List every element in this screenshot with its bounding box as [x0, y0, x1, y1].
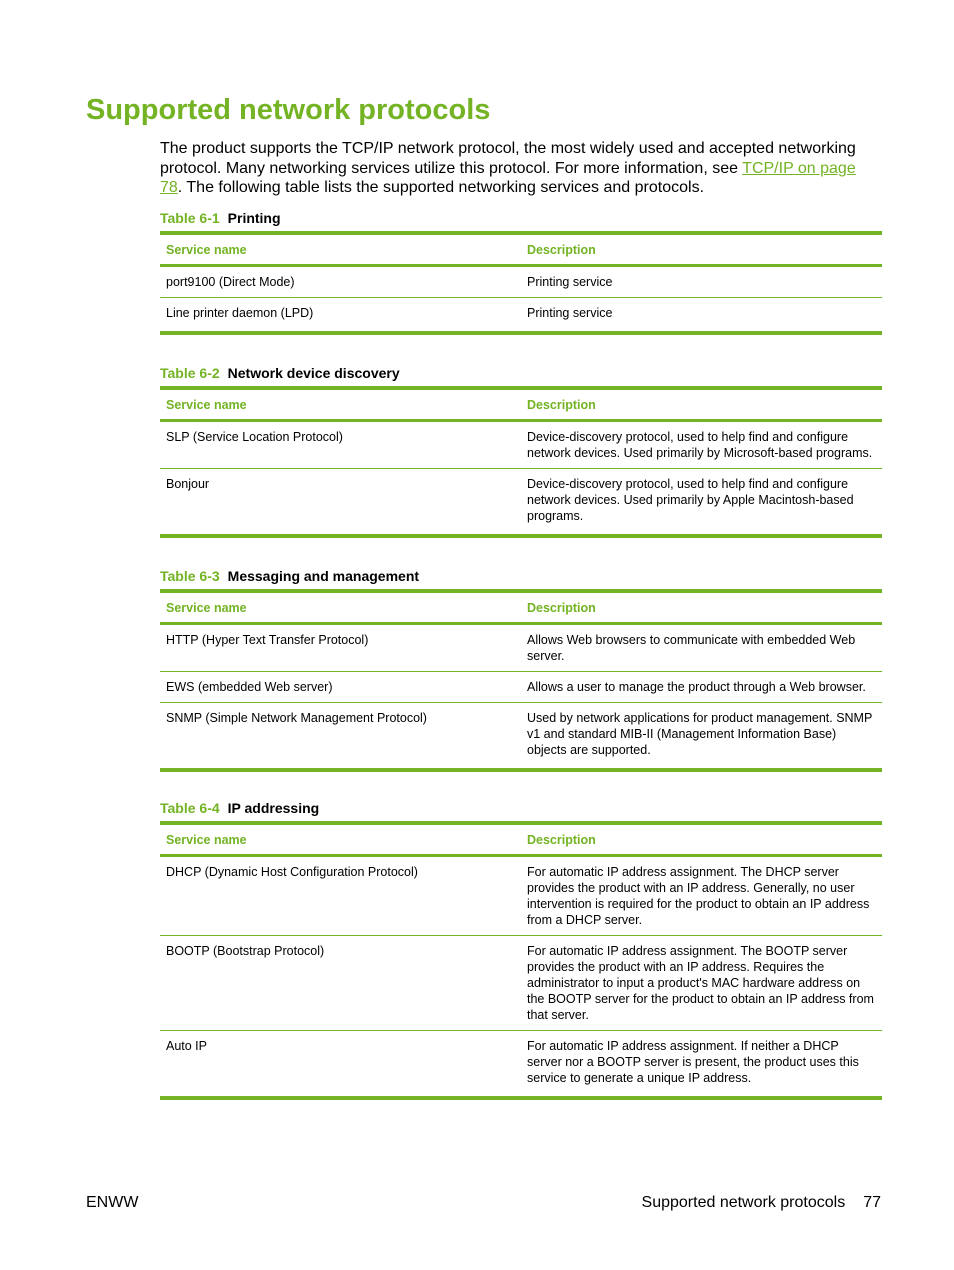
description-cell: Allows Web browsers to communicate with embedded Web server.: [527, 633, 856, 663]
column-header-service-name: Service name: [160, 591, 521, 624]
table-row: [160, 1031, 882, 1099]
table-row: [160, 624, 882, 672]
intro-text-after: . The following table lists the supported networking services and protocols.: [177, 179, 705, 196]
column-header-service-name: Service name: [160, 233, 521, 266]
description-cell: Printing service: [521, 298, 882, 334]
data-table: [160, 231, 882, 335]
column-header-description: Description: [521, 591, 882, 624]
table-printing: [160, 211, 882, 335]
description-cell: For automatic IP address assignment. If neither a DHCP server nor a BOOTP server is present, the product uses this service to generate a unique IP address.: [521, 1031, 882, 1099]
table-row: [160, 672, 882, 703]
column-header-service-name: Service name: [160, 823, 521, 856]
table-row: [160, 936, 882, 1031]
table-ip-addressing: [160, 801, 882, 1100]
service-name-cell: Bonjour: [160, 469, 521, 537]
service-name-cell: port9100 (Direct Mode): [166, 275, 295, 289]
table-title: Messaging and management: [227, 568, 420, 584]
description-cell: Allows a user to manage the product through a Web browser.: [521, 672, 882, 703]
page-number: 77: [863, 1194, 881, 1211]
table-header-row: [160, 388, 882, 421]
intro-paragraph: [160, 139, 880, 198]
table-number: Table 6-2: [160, 365, 220, 381]
table-header-row: [160, 823, 882, 856]
table-row: [160, 266, 882, 298]
service-name-cell: SLP (Service Location Protocol): [166, 430, 343, 444]
service-name-cell: Auto IP: [160, 1031, 521, 1099]
description-cell: Printing service: [527, 275, 613, 289]
table-title: Network device discovery: [227, 365, 400, 381]
service-name-cell: EWS (embedded Web server): [160, 672, 521, 703]
table-number: Table 6-3: [160, 568, 220, 584]
column-header-description: Description: [521, 388, 882, 421]
table-caption: [160, 801, 882, 816]
table-row: [160, 421, 882, 469]
table-row: [160, 298, 882, 334]
table-title: IP addressing: [227, 800, 320, 816]
description-cell: For automatic IP address assignment. The DHCP server provides the product with an IP address. Generally, no user intervention is required for the product to obtain an IP address from a DHCP server.: [527, 865, 870, 927]
column-header-service-name: Service name: [160, 388, 521, 421]
footer-section: [642, 1193, 881, 1213]
table-network-device-discovery: [160, 366, 882, 538]
table-header-row: [160, 233, 882, 266]
tcpip-page-link[interactable]: TCP/IP on page 78: [160, 159, 856, 196]
table-number: Table 6-4: [160, 800, 220, 816]
data-table: [160, 589, 882, 772]
data-table: [160, 821, 882, 1100]
table-title: Printing: [227, 210, 281, 226]
table-messaging-and-management: [160, 569, 882, 772]
service-name-cell: Line printer daemon (LPD): [160, 298, 521, 334]
column-header-description: Description: [521, 823, 882, 856]
description-cell: Device-discovery protocol, used to help find and configure network devices. Used primarily by Microsoft-based programs.: [527, 430, 873, 460]
description-cell: For automatic IP address assignment. The BOOTP server provides the product with an IP address. Requires the administrator to input a product's MAC hardware address on the BOOTP server for the product to obtain an IP address from that server.: [521, 936, 882, 1031]
service-name-cell: BOOTP (Bootstrap Protocol): [160, 936, 521, 1031]
table-number: Table 6-1: [160, 210, 220, 226]
data-table: [160, 386, 882, 538]
table-row: [160, 469, 882, 537]
description-cell: Used by network applications for product management. SNMP v1 and standard MIB-II (Management Information Base) objects are supported.: [521, 703, 882, 771]
service-name-cell: SNMP (Simple Network Management Protocol): [160, 703, 521, 771]
table-caption: [160, 366, 882, 381]
service-name-cell: HTTP (Hyper Text Transfer Protocol): [166, 633, 369, 647]
column-header-description: Description: [521, 233, 882, 266]
service-name-cell: DHCP (Dynamic Host Configuration Protocol): [166, 865, 418, 879]
table-header-row: [160, 591, 882, 624]
table-row: [160, 856, 882, 936]
footer-section-title: Supported network protocols: [641, 1194, 846, 1211]
intro-text-before: The product supports the TCP/IP network protocol, the most widely used and accepted networking protocol. Many networking services utilize this protocol. For more information, see: [160, 140, 856, 177]
description-cell: Device-discovery protocol, used to help find and configure network devices. Used primarily by Apple Macintosh-based programs.: [521, 469, 882, 537]
footer-doc-code: ENWW: [86, 1194, 139, 1211]
page-title: Supported network protocols: [86, 94, 491, 126]
table-caption: [160, 569, 882, 584]
table-row: [160, 703, 882, 771]
table-caption: [160, 211, 882, 226]
